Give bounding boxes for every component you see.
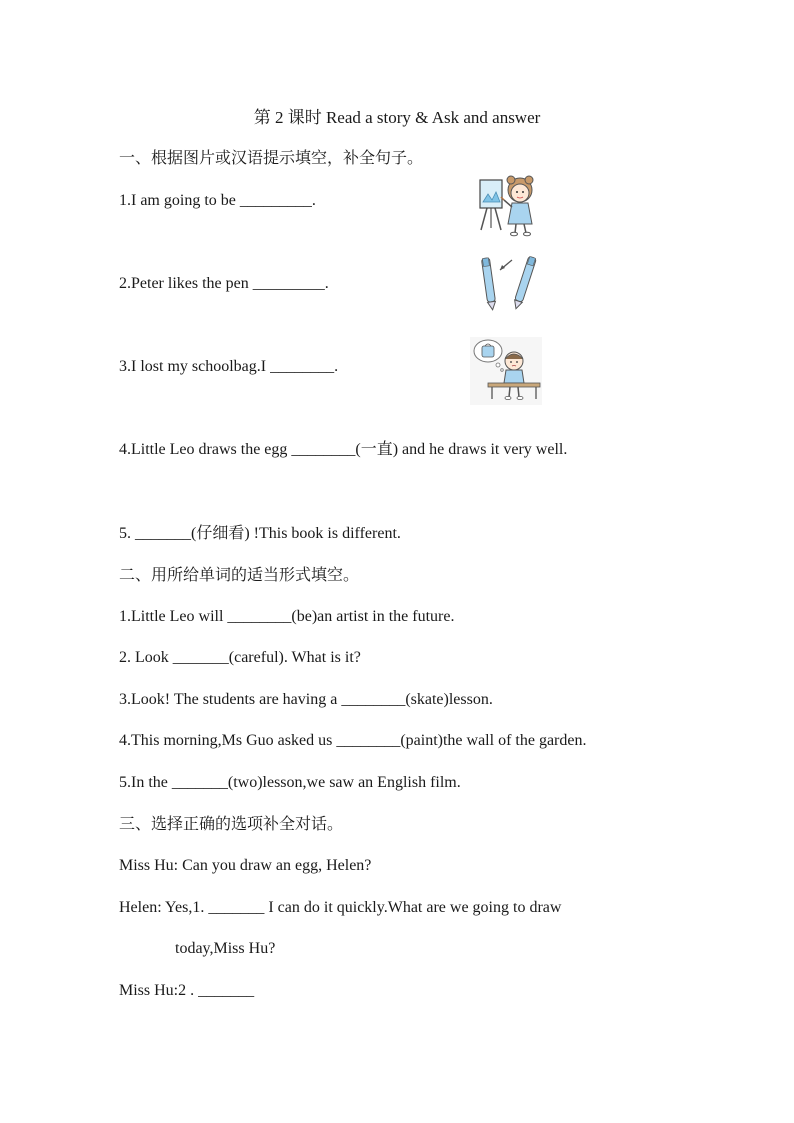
section-2-item-5: 5.In the _______(two)lesson,we saw an English film. — [119, 774, 461, 791]
section-1-item-3: 3.I lost my schoolbag.I ________. — [119, 358, 339, 375]
section-2-item-3: 3.Look! The students are having a ________(skate)lesson. — [119, 691, 493, 708]
section-1-item-4: 4.Little Leo draws the egg ________(一直) and he draws it very well. — [119, 441, 568, 458]
dialogue-line-1: Miss Hu: Can you draw an egg, Helen? — [119, 857, 372, 874]
section-2-item-2: 2. Look _______(careful). What is it? — [119, 649, 361, 666]
section-1-heading: 一、根据图片或汉语提示填空，补全句子。 — [119, 148, 424, 167]
boy-thinking-schoolbag-illustration — [470, 337, 542, 405]
section-2-item-4: 4.This morning,Ms Guo asked us ________(paint)the wall of the garden. — [119, 732, 587, 749]
dialogue-line-3: Miss Hu:2 . _______ — [119, 982, 255, 999]
section-3-heading: 三、选择正确的选项补全对话。 — [119, 814, 344, 833]
girl-painting-easel-illustration — [474, 170, 540, 238]
two-pens-illustration — [474, 252, 540, 314]
section-2-item-1: 1.Little Leo will ________(be)an artist in the future. — [119, 608, 455, 625]
section-2-heading: 二、用所给单词的适当形式填空。 — [119, 565, 360, 584]
dialogue-line-2: Helen: Yes,1. _______ I can do it quickly.What are we going to draw — [119, 899, 562, 916]
section-1-item-1: 1.I am going to be _________. — [119, 192, 316, 209]
dialogue-line-2-continued: today,Miss Hu? — [175, 940, 276, 957]
section-1-item-2: 2.Peter likes the pen _________. — [119, 275, 329, 292]
page-title: 第 2 课时 Read a story & Ask and answer — [253, 108, 541, 127]
section-1-item-5: 5. _______(仔细看) !This book is different. — [119, 525, 401, 542]
